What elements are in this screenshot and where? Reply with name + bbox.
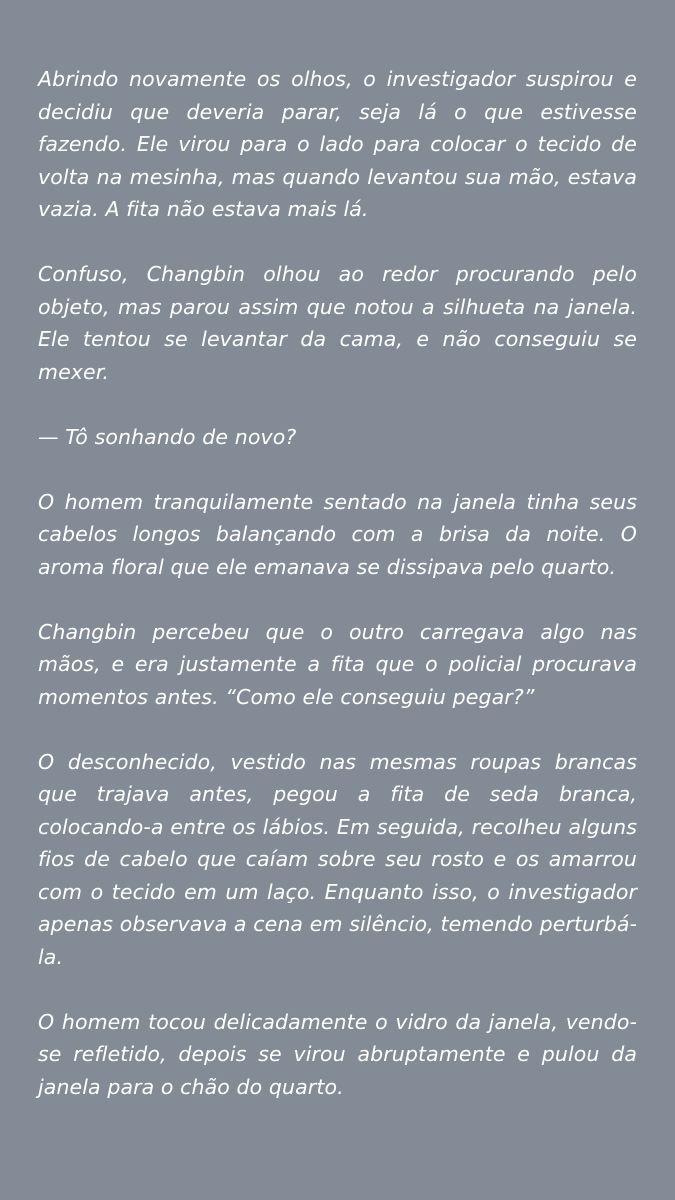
story-paragraph-6: O homem tocou delicadamente o vidro da janela, vendo-se refletido, depois se virou abruptamente e pulou da janela para o chão do quarto.: [38, 1009, 637, 1099]
story-paragraph-5: O desconhecido, vestido nas mesmas roupas brancas que trajava antes, pegou a fita de seda branca, colocando-a entre os lábios. Em seguida, recolheu alguns fios de cabelo que caíam sobre seu rosto e os amarrou com o tecido em um laço. Enquanto isso, o investigador apenas observava a cena em silêncio, temendo perturbá-la.: [38, 749, 637, 969]
story-paragraph-3: O homem tranquilamente sentado na janela tinha seus cabelos longos balançando com a brisa da noite. O aroma floral que ele emanava se dissipava pelo quarto.: [38, 489, 637, 579]
story-paragraph-2: Confuso, Changbin olhou ao redor procurando pelo objeto, mas parou assim que notou a silhueta na janela. Ele tentou se levantar da cama, e não conseguiu se mexer.: [38, 262, 637, 384]
story-paragraph-4: Changbin percebeu que o outro carregava algo nas mãos, e era justamente a fita que o policial procurava momentos antes. “Como ele conseguiu pegar?”: [38, 619, 637, 709]
story-paragraph-1: Abrindo novamente os olhos, o investigador suspirou e decidiu que deveria parar, seja lá o que estivesse fazendo. Ele virou para o lado para colocar o tecido de volta na mesinha, mas quando levantou sua mão, estava vazia. A fita não estava mais lá.: [38, 67, 637, 221]
dialogue-line: — Tô sonhando de novo?: [38, 424, 297, 449]
